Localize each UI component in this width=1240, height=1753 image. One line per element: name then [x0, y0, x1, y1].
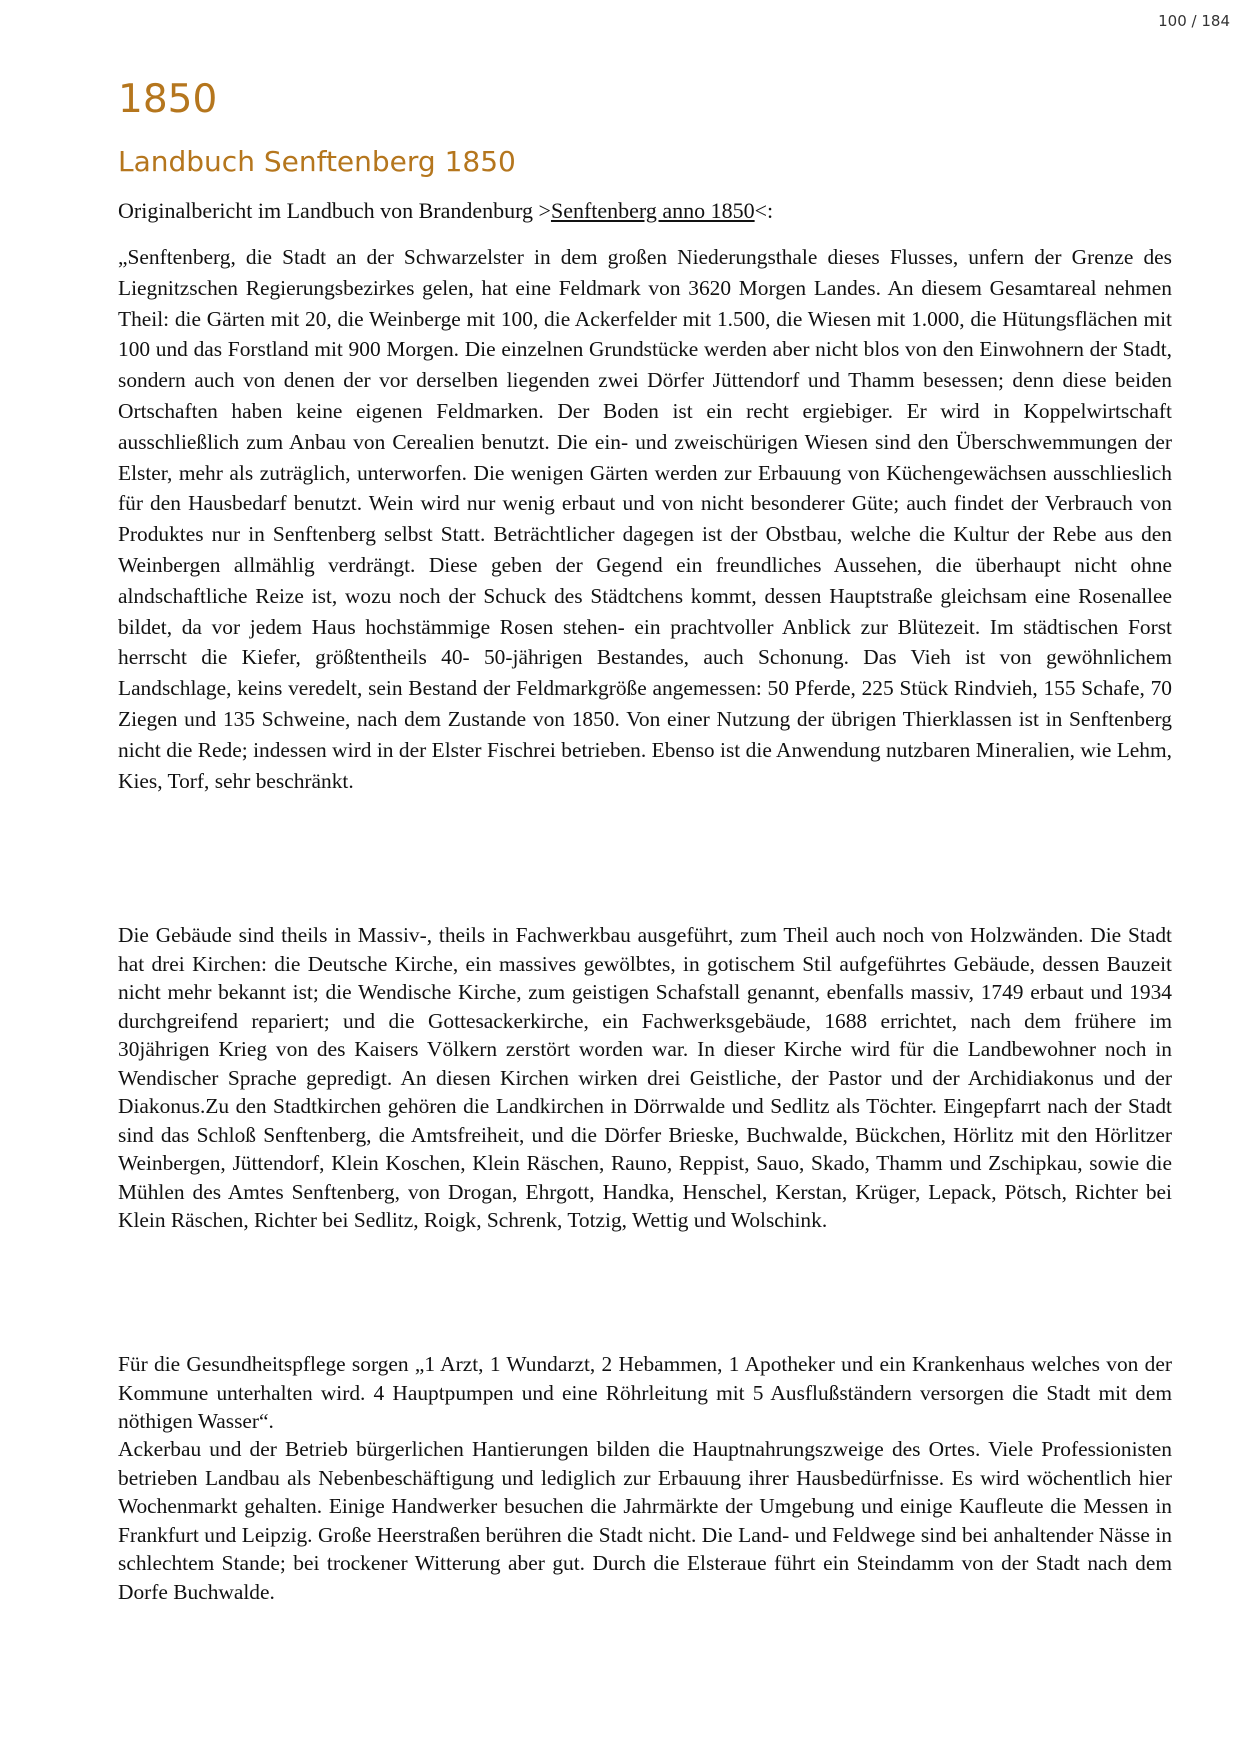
- section-heading: Landbuch Senftenberg 1850: [118, 145, 516, 178]
- paragraph-economy: Ackerbau und der Betrieb bürgerlichen Hantierungen bilden die Hauptnahrungszweige des Ortes. Viele Professionisten betrieben Landbau als Nebenbeschäftigung und lediglich zur Erbauung ihrer Hausbedürfnisse. Es wird wöchentlich hier Wochenmarkt gehalten. Einige Handwerker besuchen die Jahrmärkte der Umgebung und einige Kaufleute die Messen in Frankfurt und Leipzig. Große Heerstraßen berühren die Stadt nicht. Die Land- und Feldwege sind bei anhaltender Nässe in schlechtem Stande; bei trockener Witterung aber gut. Durch die Elsteraue führt ein Steindamm von der Stadt nach dem Dorfe Buchwalde.: [118, 1437, 1172, 1604]
- page-number: 100 / 184: [1158, 12, 1230, 30]
- intro-line: [118, 196, 773, 226]
- paragraph-buildings-churches: Die Gebäude sind theils in Massiv-, theils in Fachwerkbau ausgeführt, zum Theil auch noch von Holzwänden. Die Stadt hat drei Kirchen: die Deutsche Kirche, ein massives gewölbtes, in gotischem Stil aufgeführtes Gebäude, dessen Bauzeit nicht mehr bekannt ist; die Wendische Kirche, zum geistigen Schafstall genannt, ebenfalls massiv, 1749 erbaut und 1934 durchgreifend repariert; und die Gottesackerkirche, ein Fachwerksgebäude, 1688 errichtet, nach dem frühere im 30jährigen Krieg von des Kaisers Völkern zerstört worden war. In dieser Kirche wird für die Landbewohner noch in Wendischer Sprache gepredigt. An diesen Kirchen wirken drei Geistliche, der Pastor und der Archidiakonus und der Diakonus.Zu den Stadtkirchen gehören die Landkirchen in Dörrwalde und Sedlitz als Töchter. Eingepfarrt nach der Stadt sind das Schloß Senftenberg, die Amtsfreiheit, und die Dörfer Brieske, Buchwalde, Bückchen, Hörlitz mit den Hörlitzer Weinbergen, Jüttendorf, Klein Koschen, Klein Räschen, Rauno, Reppist, Sauo, Skado, Thamm und Zschipkau, sowie die Mühlen des Amtes Senftenberg, von Drogan, Ehrgott, Handka, Henschel, Kerstan, Krüger, Lepack, Pötsch, Richter bei Klein Räschen, Richter bei Sedlitz, Roigk, Schrenk, Totzig, Wettig und Wolschink.: [118, 923, 1172, 1232]
- page-title: 1850: [118, 77, 218, 122]
- intro-prefix: Originalbericht im Landbuch von Brandenburg >: [118, 198, 551, 223]
- paragraph-health-care: Für die Gesundheitspflege sorgen „1 Arzt, 1 Wundarzt, 2 Hebammen, 1 Apotheker und ein Krankenhaus welches von der Kommune unterhalten wird. 4 Hauptpumpen und eine Röhrleitung mit 5 Ausflußständern versorgen die Stadt mit dem nöthigen Wasser“.: [118, 1352, 1172, 1433]
- source-link[interactable]: Senftenberg anno 1850: [550, 198, 755, 223]
- paragraph-land-report: „Senftenberg, die Stadt an der Schwarzelster in dem großen Niederungsthale dieses Flusses, unfern der Grenze des Liegnitzschen Regierungsbezirkes gelen, hat eine Feldmark von 3620 Morgen Landes. An diesem Gesamtareal nehmen Theil: die Gärten mit 20, die Weinberge mit 100, die Ackerfelder mit 1.500, die Wiesen mit 1.000, die Hütungsflächen mit 100 und das Forstland mit 900 Morgen. Die einzelnen Grundstücke werden aber nicht blos von den Einwohnern der Stadt, sondern auch von denen der vor derselben liegenden zwei Dörfer Jüttendorf und Thamm besessen; denn diese beiden Ortschaften haben keine eigenen Feldmarken. Der Boden ist ein recht ergiebiger. Er wird in Koppelwirtschaft ausschließlich zum Anbau von Cerealien benutzt. Die ein- und zweischürigen Wiesen sind den Überschwemmungen der Elster, mehr als zuträglich, unterworfen. Die wenigen Gärten werden zur Erbauung von Küchengewächsen ausschlieslich für den Hausbedarf benutzt. Wein wird nur wenig erbaut und von nicht besonderer Güte; auch findet der Verbrauch von Produktes nur in Senftenberg selbst Statt. Beträchtlicher dagegen ist der Obstbau, welche die Kultur der Rebe aus den Weinbergen allmählig verdrängt. Diese geben der Gegend ein freundliches Aussehen, die überhaupt nicht ohne alndschaftliche Reize ist, wozu noch der Schuck des Städtchens kommt, dessen Hauptstraße gleichsam eine Rosenallee bildet, da vor jedem Haus hochstämmige Rosen stehen- ein prachtvoller Anblick zur Blütezeit. Im städtischen Forst herrscht die Kiefer, größtentheils 40- 50-jährigen Bestandes, auch Schonung. Das Vieh ist von gewöhnlichem Landschlage, keins veredelt, sein Bestand der Feldmarkgröße angemessen: 50 Pferde, 225 Stück Rindvieh, 155 Schafe, 70 Ziegen und 135 Schweine, nach dem Zustande von 1850. Von einer Nutzung der übrigen Thierklassen ist in Senftenberg nicht die Rede; indessen wird in der Elster Fischrei betrieben. Ebenso ist die Anwendung nutzbaren Mineralien, wie Lehm, Kies, Torf, sehr beschränkt.: [118, 245, 1172, 793]
- intro-suffix: <:: [754, 198, 774, 223]
